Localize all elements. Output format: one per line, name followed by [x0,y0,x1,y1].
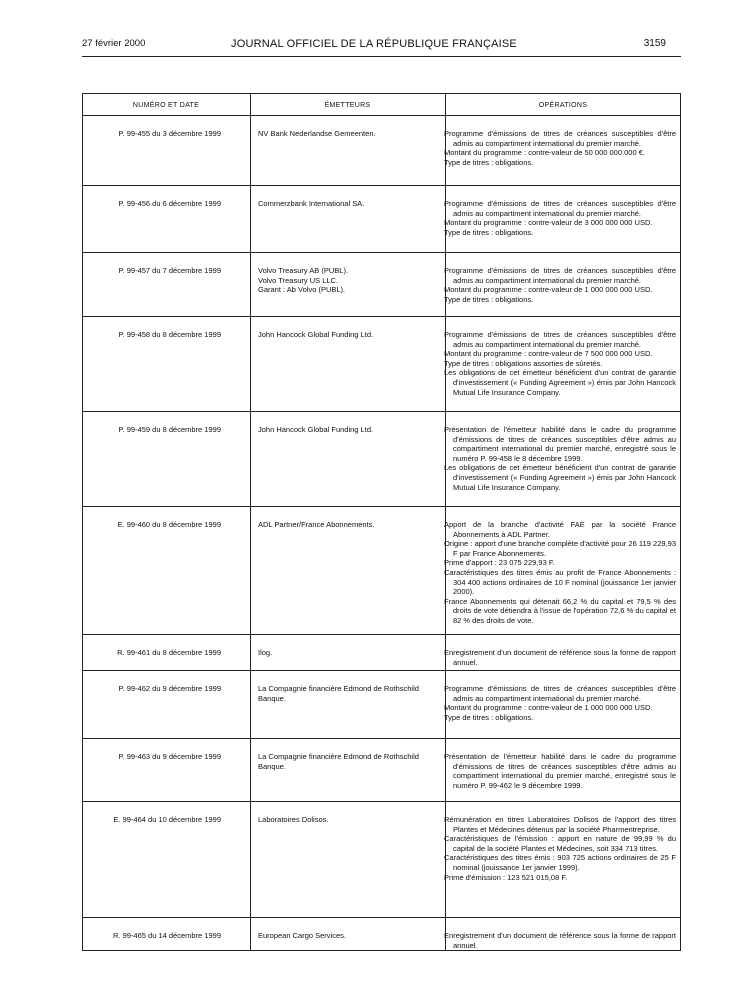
operation-paragraph: Montant du programme : contre-valeur de 1 000 000 000 USD. [444,285,653,295]
table-row [82,738,681,801]
row-operations [444,739,676,790]
row-emetteur [258,412,443,435]
operations-table [82,93,681,950]
row-operations [444,918,676,950]
table-row [82,185,681,252]
row-operations [444,507,676,626]
operation-paragraph: Rémunération en titres Laboratoires Dolisos de l'apport des titres Plantes et Médecines détenus par la société Pharmentreprise. [444,815,676,834]
operation-paragraph: Apport de la branche d'activité FAE par la société France Abonnements à ADL Partner. [444,520,676,539]
operation-paragraph: Présentation de l'émetteur habilité dans le cadre du programme d'émissions de titres de créances susceptibles d'être admis au compartiment international du premier marché, enregistré sous le numéro P. 99-458 le 8 décembre 1999. [444,425,676,463]
row-operations [444,802,676,882]
operation-paragraph: Montant du programme : contre-valeur de 3 000 000 000 USD. [444,218,653,228]
operation-paragraph: Origine : apport d'une branche complète d'activité pour 26 119 229,93 F par France Abonnements. [444,539,676,558]
operation-paragraph: Programme d'émissions de titres de créances susceptibles d'être admis au compartiment international du premier marché. [444,129,676,148]
header-rule [82,56,681,57]
header-emetteurs: ÉMETTEURS [324,102,371,109]
row-operations [444,671,676,722]
operation-paragraph: Programme d'émissions de titres de créances susceptibles d'être admis au compartiment international du premier marché. [444,330,676,349]
row-operations [444,635,676,667]
table-row [82,506,681,634]
operation-paragraph: Montant du programme : contre-valeur de 1 000 000 000 USD. [444,703,653,713]
operation-paragraph: Type de titres : obligations. [444,157,534,167]
operation-paragraph: Caractéristiques des titres émis : 903 725 actions ordinaires de 25 F nominal (jouissance 1er janvier 1999). [444,853,676,872]
emetteur-line: Volvo Treasury US LLC. [258,275,339,285]
row-emetteur [258,507,443,530]
table-row [82,801,681,917]
row-numero: P. 99-459 du 8 décembre 1999 [118,425,221,434]
row-numero: P. 99-455 du 3 décembre 1999 [118,129,221,138]
emetteur-line: John Hancock Global Funding Ltd. [258,425,374,434]
operation-paragraph: Les obligations de cet émetteur bénéficient d'un contrat de garantie d'investissement (« Funding Agreement ») émis par John Hancock Mutual Life Insurance Company. [444,463,676,492]
operation-paragraph: Caractéristiques des titres émis au profit de France Abonnements : 304 400 actions ordinaires de 10 F nominal (jouissance 1er janvier 2000). [444,567,676,597]
operation-paragraph: Enregistrement d'un document de référence sous la forme de rapport annuel. [444,648,676,667]
operation-paragraph: Enregistrement d'un document de référence sous la forme de rapport annuel. [444,931,676,950]
row-operations [444,317,676,397]
emetteur-line: Laboratoires Dolisos. [258,815,329,824]
row-numero: E. 99-464 du 10 décembre 1999 [113,815,221,824]
row-emetteur [258,186,443,209]
row-emetteur [258,802,443,825]
emetteur-line: Ilog. [258,648,273,657]
operation-paragraph: Type de titres : obligations. [444,294,534,304]
row-emetteur [258,918,443,941]
operation-paragraph: Prime d'apport : 23 075 229,93 F. [444,558,555,568]
emetteur-line: Commerzbank International SA. [258,199,365,208]
operation-paragraph: Type de titres : obligations assorties de sûretés. [444,358,603,368]
row-numero: E. 99-460 du 8 décembre 1999 [117,520,221,529]
operation-paragraph: Montant du programme : contre-valeur de 7 500 000 000 USD. [444,349,653,359]
operation-paragraph: Prime d'émission : 123 521 015,08 F. [444,872,568,882]
row-numero: P. 99-462 du 9 décembre 1999 [118,684,221,693]
emetteur-line: John Hancock Global Funding Ltd. [258,330,374,339]
emetteur-line: Garant : Ab Volvo (PUBL). [258,285,346,295]
row-numero: P. 99-458 du 8 décembre 1999 [118,330,221,339]
operation-paragraph: Les obligations de cet émetteur bénéficient d'un contrat de garantie d'investissement (« Funding Agreement ») émis par John Hancock Mutual Life Insurance Company. [444,368,676,397]
row-numero: R. 99-461 du 8 décembre 1999 [117,648,221,657]
row-emetteur [258,116,443,139]
row-numero: P. 99-457 du 7 décembre 1999 [118,266,221,275]
row-operations [444,186,676,237]
emetteur-line: European Cargo Services. [258,931,346,940]
operation-paragraph: Présentation de l'émetteur habilité dans le cadre du programme d'émissions de titres de créances susceptibles d'être admis au compartiment international du premier marché, enregistré sous le numéro P. 99-462 le 9 décembre 1999. [444,752,676,790]
row-emetteur [258,739,443,771]
emetteur-line: Volvo Treasury AB (PUBL). [258,266,349,275]
table-row [82,634,681,670]
emetteur-line: La Compagnie financière Edmond de Rothschild Banque. [258,752,419,771]
journal-title: JOURNAL OFFICIEL DE LA RÉPUBLIQUE FRANÇAISE [231,38,517,50]
header-operations: OPÉRATIONS [538,102,588,109]
table-row [82,316,681,411]
header-date: 27 février 2000 [82,38,146,49]
operation-paragraph: Programme d'émissions de titres de créances susceptibles d'être admis au compartiment international du premier marché. [444,199,676,218]
emetteur-line: La Compagnie financière Edmond de Rothschild Banque. [258,684,419,703]
row-emetteur [258,317,443,340]
table-row [82,411,681,506]
row-numero: R. 99-465 du 14 décembre 1999 [113,931,221,940]
table-row [82,917,681,950]
row-emetteur [258,253,443,295]
table-row [82,670,681,738]
table-bottom-rule [82,950,681,951]
row-emetteur [258,635,443,658]
operation-paragraph: Type de titres : obligations. [444,712,534,722]
operation-paragraph: France Abonnements qui détenait 66,2 % du capital et 79,5 % des droits de vote détiendra à l'issue de l'opération 72,6 % du capital et 82 % des droits de vote. [444,596,676,625]
row-operations [444,116,676,167]
operation-paragraph: Montant du programme : contre-valeur de 50 000 000 000 €. [444,148,645,158]
row-operations [444,253,676,304]
emetteur-line: NV Bank Nederlandse Gemeenten. [258,129,376,138]
table-header-row [82,93,681,115]
row-numero: P. 99-456 du 6 décembre 1999 [118,199,221,208]
emetteur-line: ADL Partner/France Abonnements. [258,520,375,529]
row-numero: P. 99-463 du 9 décembre 1999 [118,752,221,761]
operation-paragraph: Type de titres : obligations. [444,227,534,237]
table-row [82,252,681,316]
row-emetteur [258,671,443,703]
header-numero: NUMÉRO ET DATE [132,102,200,109]
row-operations [444,412,676,492]
table-row [82,115,681,185]
operation-paragraph: Programme d'émissions de titres de créances susceptibles d'être admis au compartiment international du premier marché. [444,266,676,285]
page-number: 3159 [643,38,666,49]
operation-paragraph: Caractéristiques de l'émission : apport en nature de 99,99 % du capital de la société Plantes et Médecines, soit 334 713 titres. [444,834,676,853]
operation-paragraph: Programme d'émissions de titres de créances susceptibles d'être admis au compartiment international du premier marché. [444,684,676,703]
